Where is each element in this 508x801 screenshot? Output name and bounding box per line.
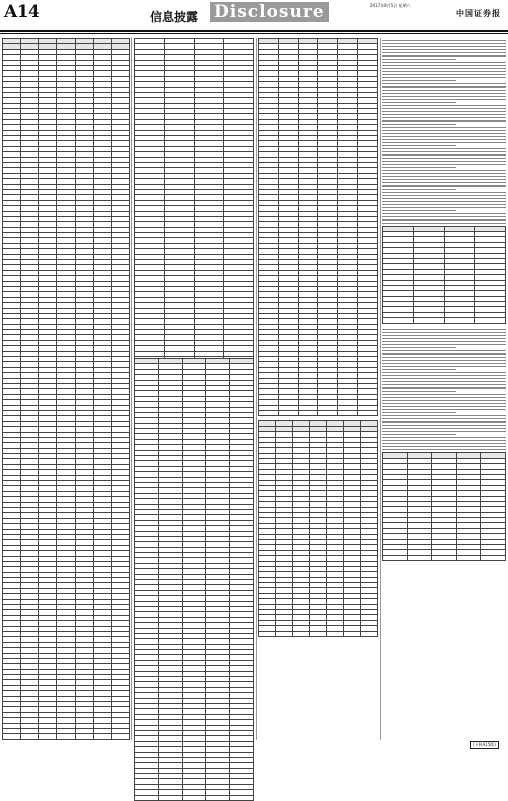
table-cell [21, 739, 39, 740]
text-line [382, 443, 506, 444]
text-line [382, 375, 506, 376]
text-line [382, 210, 456, 211]
text-line [382, 363, 506, 364]
table-cell [444, 318, 475, 323]
table-cell [182, 795, 206, 800]
text-line [382, 406, 506, 407]
text-line [382, 369, 456, 370]
text-line [382, 189, 456, 190]
text-line [382, 397, 506, 398]
text-line [382, 127, 506, 128]
text-line [382, 350, 506, 351]
table-cell [278, 410, 298, 415]
text-line [382, 446, 506, 447]
table-cell [383, 555, 408, 560]
text-line [382, 338, 506, 339]
text-line [382, 179, 506, 180]
newspaper-logo: 中国证券报 [456, 8, 501, 18]
text-line [382, 400, 506, 401]
text-line [382, 43, 506, 44]
text-line [382, 145, 456, 146]
text-line [382, 173, 506, 174]
section-title-cn: 信息披露 [150, 10, 199, 24]
table-cell [93, 739, 111, 740]
continued-mark: (下转A15版) [470, 741, 499, 749]
text-line [382, 139, 506, 140]
text-line [382, 86, 506, 87]
text-line [382, 182, 506, 183]
text-line [382, 357, 506, 358]
table-row [3, 739, 130, 740]
table-row [135, 795, 254, 800]
page-number: A14 [4, 2, 40, 22]
text-line [382, 421, 506, 422]
text-line [382, 216, 506, 217]
text-line [382, 164, 506, 165]
table-cell [298, 410, 318, 415]
text-line [382, 428, 506, 429]
text-line [382, 93, 506, 94]
column-divider [256, 38, 257, 740]
table-cell [344, 631, 361, 636]
text-line [382, 133, 506, 134]
text-line [382, 437, 506, 438]
product-table [134, 38, 254, 358]
table-cell [407, 555, 432, 560]
summary-table [382, 226, 506, 324]
text-line [382, 114, 506, 115]
text-line [382, 46, 506, 47]
table-cell [318, 410, 338, 415]
table-cell [230, 795, 254, 800]
table-cell [75, 739, 93, 740]
text-line [382, 96, 506, 97]
text-line [382, 192, 506, 193]
table-cell [432, 555, 457, 560]
text-line [382, 117, 506, 118]
text-line [382, 176, 506, 177]
text-line [382, 372, 506, 373]
text-line [382, 55, 506, 56]
text-line [382, 108, 506, 109]
table-cell [276, 631, 293, 636]
text-line [382, 105, 506, 106]
text-line [382, 381, 506, 382]
text-line [382, 154, 506, 155]
section-title-en: Disclosure [210, 2, 329, 22]
table-row [383, 318, 506, 323]
text-line [382, 440, 506, 441]
text-line [382, 366, 506, 367]
text-line [382, 387, 506, 388]
text-line [382, 223, 506, 224]
table-cell [413, 318, 444, 323]
column-divider [380, 38, 381, 740]
header-rule-thin [0, 33, 508, 34]
text-line [382, 391, 456, 392]
text-line [382, 49, 506, 50]
table-cell [361, 631, 378, 636]
column-1 [2, 38, 130, 740]
text-line [382, 90, 506, 91]
table-cell [338, 410, 358, 415]
table-cell [158, 795, 182, 800]
text-line [382, 412, 456, 413]
issue-date: 2017年8月5日 星期六 [370, 3, 411, 8]
text-line [382, 65, 506, 66]
table-cell [206, 795, 230, 800]
table-cell [111, 739, 129, 740]
text-line [382, 80, 456, 81]
text-line [382, 418, 506, 419]
table-cell [259, 631, 276, 636]
text-line [382, 360, 506, 361]
table-row [383, 555, 506, 560]
financial-table [258, 420, 378, 637]
table-cell [475, 318, 506, 323]
header-rule [0, 30, 508, 32]
table-cell [481, 555, 506, 560]
table-cell [135, 795, 159, 800]
detail-table [382, 452, 506, 561]
table-cell [327, 631, 344, 636]
text-line [382, 425, 506, 426]
text-line [382, 83, 506, 84]
text-line [382, 347, 456, 348]
text-line [382, 77, 506, 78]
text-line [382, 204, 506, 205]
table-cell [259, 410, 279, 415]
text-line [382, 449, 506, 450]
text-line [382, 409, 506, 410]
table-cell [310, 631, 327, 636]
text-line [382, 213, 506, 214]
text-line [382, 111, 506, 112]
table-row [259, 410, 378, 415]
column-4 [382, 38, 506, 740]
holdings-table [258, 38, 378, 416]
column-2 [134, 38, 254, 358]
text-line [382, 124, 456, 125]
text-line [382, 99, 506, 100]
text-line [382, 68, 506, 69]
text-line [382, 341, 506, 342]
text-line [382, 195, 506, 196]
text-line [382, 431, 506, 432]
text-line [382, 136, 506, 137]
text-line [382, 158, 506, 159]
text-line [382, 142, 506, 143]
column-3 [258, 38, 378, 740]
announcement-text [382, 40, 506, 224]
table-row [259, 631, 378, 636]
securities-table [134, 358, 254, 801]
text-line [382, 335, 506, 336]
text-line [382, 378, 506, 379]
text-line [382, 130, 506, 131]
text-line [382, 415, 506, 416]
text-line [382, 59, 456, 60]
text-line [382, 344, 506, 345]
text-line [382, 198, 506, 199]
text-line [382, 434, 456, 435]
text-line [382, 329, 506, 330]
text-line [382, 102, 456, 103]
announcement-text-2 [382, 329, 506, 451]
text-line [382, 403, 506, 404]
text-line [382, 207, 506, 208]
table-cell [358, 410, 378, 415]
table-cell [293, 631, 310, 636]
text-line [382, 394, 506, 395]
masthead [0, 0, 508, 30]
text-line [382, 52, 506, 53]
table-cell [3, 739, 21, 740]
listing-table [2, 38, 130, 740]
securities-list-block [134, 358, 254, 740]
text-line [382, 120, 506, 121]
text-line [382, 161, 506, 162]
table-cell [57, 739, 75, 740]
text-line [382, 219, 506, 220]
table-cell [383, 318, 414, 323]
text-line [382, 62, 506, 63]
table-cell [39, 739, 57, 740]
text-line [382, 332, 506, 333]
text-line [382, 201, 506, 202]
text-line [382, 71, 506, 72]
text-line [382, 148, 506, 149]
text-line [382, 185, 506, 186]
text-line [382, 353, 506, 354]
text-line [382, 170, 506, 171]
table-cell [456, 555, 481, 560]
text-line [382, 40, 506, 41]
text-line [382, 167, 456, 168]
text-line [382, 384, 506, 385]
text-line [382, 151, 506, 152]
column-divider [131, 38, 132, 740]
text-line [382, 74, 506, 75]
